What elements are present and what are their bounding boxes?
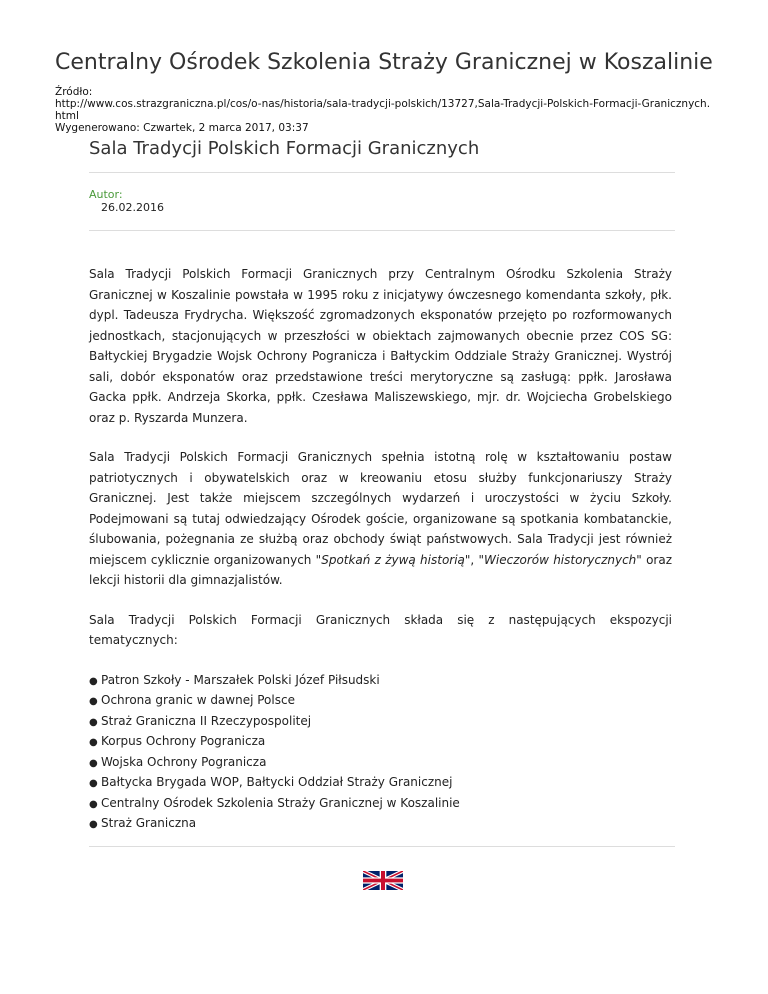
article-date: 26.02.2016	[101, 201, 164, 214]
list-item-label: Patron Szkoły - Marszałek Polski Józef Piłsudski	[101, 672, 380, 687]
list-item	[89, 731, 672, 752]
site-title: Centralny Ośrodek Szkolenia Straży Granicznej w Koszalinie	[55, 50, 713, 75]
list-item	[89, 670, 672, 691]
bullet-icon: ●	[89, 819, 98, 830]
emphasis: Spotkań z żywą historią	[321, 552, 465, 567]
article-title: Sala Tradycji Polskich Formacji Granicznych	[89, 138, 480, 159]
source-url[interactable]: http://www.cos.strazgraniczna.pl/cos/o-nas/historia/sala-tradycji-polskich/13727,Sala-Tradycji-Polskich-Formacji-Granicznych.html	[55, 98, 711, 122]
list-item	[89, 752, 672, 773]
list-item-label: Straż Graniczna	[101, 816, 197, 830]
divider	[89, 172, 675, 173]
bullet-icon: ●	[89, 737, 98, 748]
emphasis: Wieczorów historycznych	[484, 552, 637, 567]
bullet-icon: ●	[89, 675, 98, 687]
uk-flag-icon[interactable]	[363, 871, 403, 890]
divider	[89, 230, 675, 231]
bullet-icon: ●	[89, 757, 98, 769]
list-item	[89, 793, 672, 814]
article-body	[89, 264, 672, 834]
list-item	[89, 813, 672, 834]
list-item-label: Wojska Ochrony Pogranicza	[101, 754, 267, 769]
source-label: Źródło:	[55, 86, 93, 98]
author-label: Autor:	[89, 188, 123, 201]
list-item	[89, 772, 672, 793]
exhibition-list	[89, 670, 672, 834]
paragraph: Sala Tradycji Polskich Formacji Granicznych spełnia istotną rolę w kształtowaniu postaw patriotycznych i obywatelskich oraz w kreowaniu etosu służby funkcjonariuszy Straży Granicznej. Jest także miejscem szczególnych wydarzeń i uroczystości w życiu Szkoły. Podejmowani są tutaj odwiedzający Ośrodek goście, organizowane są spotkania kombatanckie, ślubowania, pożegnania ze służbą oraz obchody świąt państwowych. Sala Tradycji jest również miejscem cyklicznie organizowanych "Spotkań z żywą historią", "Wieczorów historycznych" oraz lekcji historii dla gimnazjalistów.	[89, 450, 673, 587]
paragraph: Sala Tradycji Polskich Formacji Granicznych przy Centralnym Ośrodku Szkolenia Straży Granicznej w Koszalinie powstała w 1995 roku z inicjatywy ówczesnego komendanta szkoły, płk. dypl. Tadeusza Frydrycha. Większość zgromadzonych eksponatów przejęto po rozformowanych jednostkach, stacjonujących w przeszłości w obiektach zajmowanych obecnie przez COS SG: Bałtyckiej Brygadzie Wojsk Ochrony Pogranicza i Bałtyckim Oddziale Straży Granicznej. Wystrój sali, dobór eksponatów oraz przedstawione treści merytoryczne są zasługą: ppłk. Jarosława Gacka ppłk. Andrzeja Skorka, ppłk. Czesława Maliszewskiego, mjr. dr. Wojciecha Grobelskiego oraz p. Ryszarda Munzera.	[89, 267, 672, 425]
bullet-icon: ●	[89, 716, 98, 728]
list-item	[89, 690, 672, 711]
list-item-label: Centralny Ośrodek Szkolenia Straży Granicznej w Koszalinie	[101, 795, 460, 810]
bullet-icon: ●	[89, 798, 98, 810]
list-item-label: Bałtycka Brygada WOP, Bałtycki Oddział Straży Granicznej	[101, 775, 453, 789]
document-meta	[55, 86, 715, 134]
bullet-icon: ●	[89, 696, 98, 707]
divider	[89, 846, 675, 847]
bullet-icon: ●	[89, 778, 98, 789]
generated-timestamp: Wygenerowano: Czwartek, 2 marca 2017, 03:37	[55, 122, 309, 134]
list-item	[89, 711, 672, 732]
list-item-label: Ochrona granic w dawnej Polsce	[101, 693, 295, 707]
list-item-label: Straż Graniczna II Rzeczypospolitej	[101, 713, 312, 728]
list-item-label: Korpus Ochrony Pogranicza	[101, 734, 266, 748]
paragraph: Sala Tradycji Polskich Formacji Granicznych składa się z następujących ekspozycji tematycznych:	[89, 612, 672, 647]
